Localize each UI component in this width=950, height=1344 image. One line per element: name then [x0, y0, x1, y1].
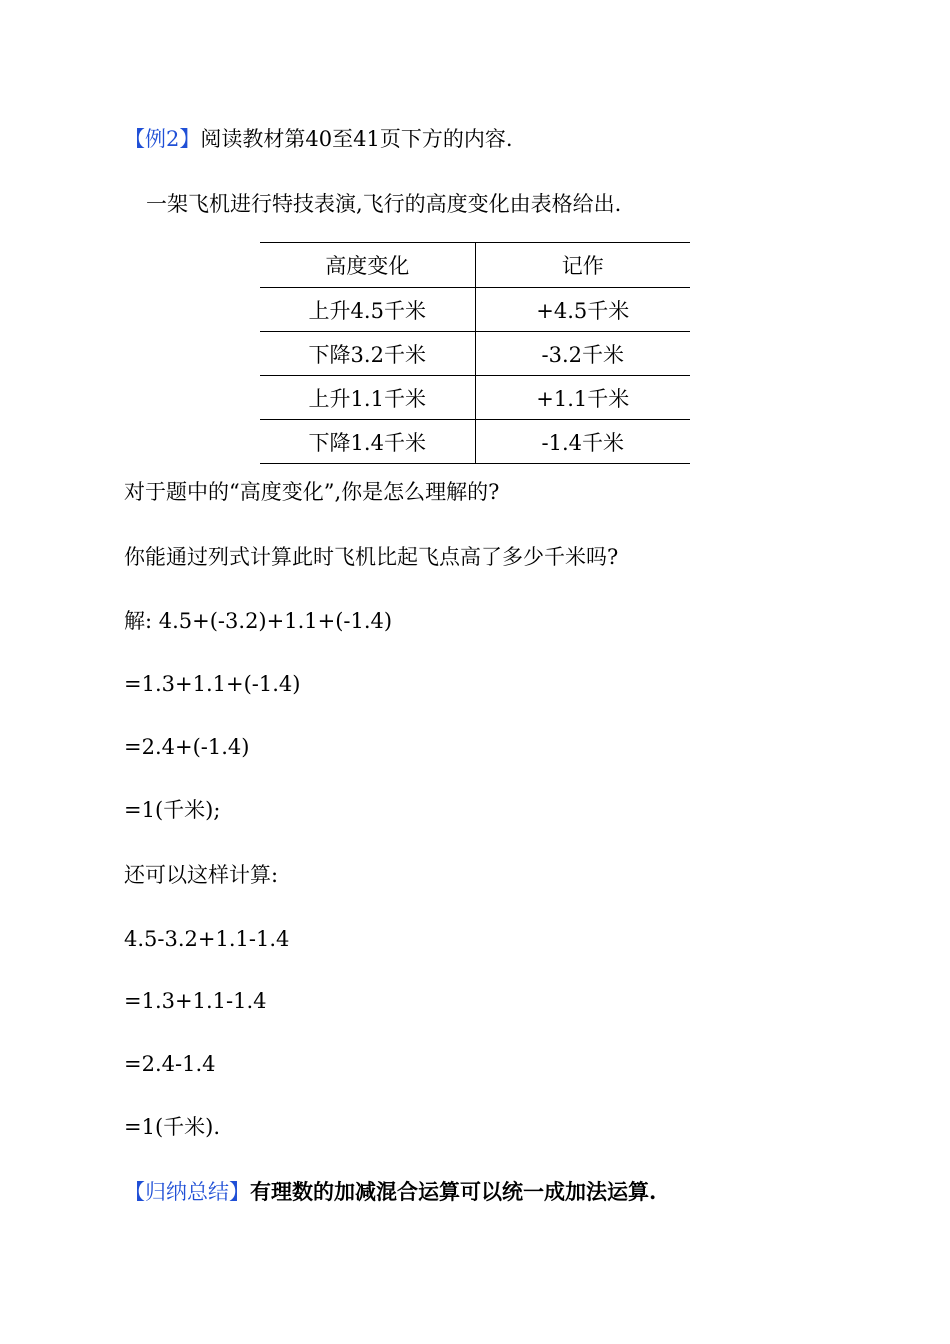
table-row — [260, 420, 690, 464]
solution-line-8: =2.4-1.4 — [124, 1052, 216, 1076]
example-heading — [124, 125, 513, 153]
example-text: 阅读教材第40至41页下方的内容. — [200, 127, 513, 151]
table-cell: +1.1千米 — [475, 376, 690, 420]
summary — [124, 1178, 656, 1206]
table-row — [260, 332, 690, 376]
solution-line-2: =1.3+1.1+(-1.4) — [124, 672, 301, 696]
solution-line-4: =1(千米); — [124, 798, 221, 822]
table-cell: -3.2千米 — [475, 332, 690, 376]
question-2: 你能通过列式计算此时飞机比起飞点高了多少千米吗? — [124, 545, 619, 569]
table-cell: 下降3.2千米 — [260, 332, 475, 376]
solution-line-3: =2.4+(-1.4) — [124, 735, 250, 759]
solution-line-6: 4.5-3.2+1.1-1.4 — [124, 927, 290, 951]
column-header-record: 记作 — [475, 243, 690, 288]
intro-text: 一架飞机进行特技表演,飞行的高度变化由表格给出. — [146, 192, 622, 216]
question-1: 对于题中的“高度变化”,你是怎么理解的? — [124, 480, 500, 504]
table-row — [260, 288, 690, 332]
altitude-table — [260, 242, 690, 464]
solution-line-1: 解: 4.5+(-3.2)+1.1+(-1.4) — [124, 609, 393, 633]
solution-line-5: 还可以这样计算: — [124, 863, 279, 887]
table-row — [260, 376, 690, 420]
table-cell: +4.5千米 — [475, 288, 690, 332]
column-header-change: 高度变化 — [260, 243, 475, 288]
example-tag: 【例2】 — [124, 127, 201, 151]
table-cell: -1.4千米 — [475, 420, 690, 464]
table-header-row — [260, 243, 690, 288]
summary-tag: 【归纳总结】 — [124, 1180, 250, 1204]
table-cell: 上升1.1千米 — [260, 376, 475, 420]
table-cell: 上升4.5千米 — [260, 288, 475, 332]
summary-text: 有理数的加减混合运算可以统一成加法运算. — [250, 1179, 657, 1204]
table-cell: 下降1.4千米 — [260, 420, 475, 464]
solution-line-7: =1.3+1.1-1.4 — [124, 989, 267, 1013]
solution-line-9: =1(千米). — [124, 1115, 221, 1139]
